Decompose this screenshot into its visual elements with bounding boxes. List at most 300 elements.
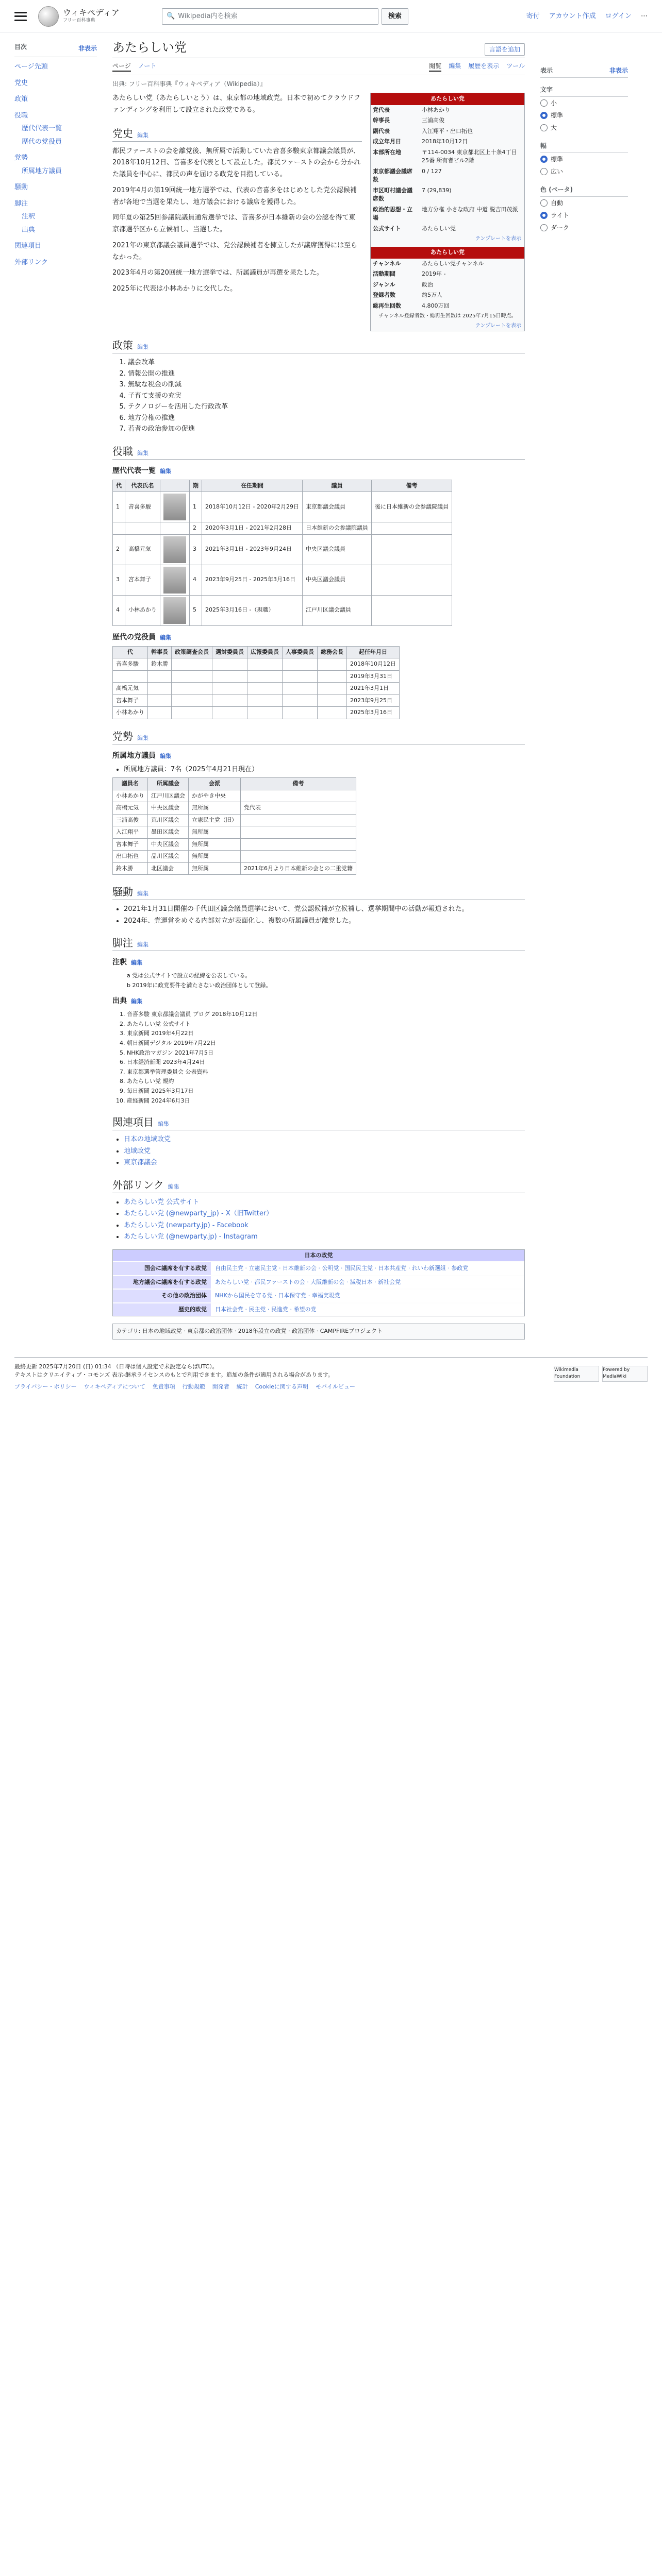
tab-page[interactable]: ページ (112, 61, 131, 72)
note-item: a 党は公式サイトで設立の経緯を公表している。 (127, 972, 251, 979)
navbox-row (113, 1261, 524, 1275)
table-cell (283, 707, 318, 719)
leader-member[interactable]: 江戸川区議会議員 (302, 595, 371, 625)
toc-item[interactable]: ページ先頭 (14, 63, 48, 71)
external-link[interactable]: あたらしい党 (@newparty.jp) - Instagram (124, 1233, 258, 1241)
related-item (124, 1146, 525, 1157)
infobox-key: 東京都議会議席数 (373, 167, 412, 183)
table-cell (172, 694, 212, 707)
youtube-value: 政治 (422, 281, 433, 288)
column-header: 在任期間 (202, 480, 303, 492)
radio-icon[interactable] (540, 199, 548, 207)
column-header: 幹事長 (148, 646, 172, 658)
infobox (370, 93, 525, 331)
appearance-option[interactable] (540, 209, 628, 222)
leader-note: 後に日本維新の会参議院議員 (371, 492, 452, 522)
policy-item: 3. 無駄な税金の削減 (128, 380, 525, 390)
section-trouble: 騒動 編集 (112, 884, 525, 900)
toc-item[interactable]: 役職 (14, 111, 28, 120)
appearance-option[interactable] (540, 222, 628, 234)
footer-link[interactable]: 開発者 (212, 1383, 229, 1390)
external-link[interactable]: あたらしい党 (newparty.jp) - Facebook (124, 1221, 249, 1229)
policy-item: 4. 子育て支援の充実 (128, 391, 525, 401)
section-note-sub: 注釈 編集 (112, 958, 142, 967)
radio-icon[interactable] (540, 224, 548, 231)
intro-paragraph: あたらしい党（あたらしいとう）は、東京都の地域政党。日本で初めてクラウドファンディングを利用して設立された政党である。 (112, 94, 360, 114)
table-row (113, 683, 400, 695)
table-cell: 墨田区議会 (148, 826, 189, 839)
navbox-key: その他の政治団体 (113, 1290, 211, 1302)
leader-name[interactable]: 高橋元気 (125, 534, 160, 565)
footer-link[interactable]: プライバシー・ポリシー (14, 1383, 77, 1390)
leader-term: 5 (190, 595, 202, 625)
leader-term: 2 (190, 522, 202, 535)
section-sources: 出典 編集 (112, 997, 142, 1006)
table-row (113, 658, 400, 671)
table-cell: 小林あかり (113, 707, 148, 719)
youtube-key: 総再生回数 (373, 302, 401, 309)
table-cell (247, 658, 283, 671)
leader-member[interactable]: 東京都議会議員 (302, 492, 371, 522)
leader-name[interactable]: 宮本舞子 (125, 565, 160, 595)
donate-link[interactable]: 寄付 (526, 12, 540, 20)
source-item[interactable]: 9. 毎日新聞 2025年3月17日 (127, 1087, 525, 1096)
tagline: フリー百科事典 (63, 18, 95, 23)
appearance-option[interactable] (540, 97, 628, 109)
table-cell (247, 707, 283, 719)
leader-name[interactable] (125, 522, 160, 535)
login-link[interactable]: ログイン (605, 12, 632, 20)
menu-icon[interactable] (14, 12, 27, 21)
youtube-row (371, 259, 524, 269)
option-label: 自動 (551, 199, 564, 207)
leader-number: 3 (113, 565, 125, 595)
wikimedia-badge[interactable]: Wikimedia Foundation (554, 1366, 599, 1382)
infobox-value: 地方分権 小さな政府 中道 脱吉田茂派 (422, 206, 518, 213)
history-paragraph: 同年夏の第25回参議院議員通常選挙では、音喜多が日本維新の会の公認を得て東京都選挙区から立候補し、当選した。 (112, 214, 356, 233)
footer-link[interactable]: Cookieに関する声明 (255, 1383, 309, 1390)
navbox-row (113, 1289, 524, 1302)
edit-link[interactable]: 編集 (137, 734, 148, 741)
members-count: • 所属地方議員：7名（2025年4月21日現在） (124, 765, 525, 775)
table-row (113, 595, 452, 625)
radio-icon[interactable] (540, 112, 548, 119)
tab-read[interactable]: 閲覧 (429, 61, 441, 72)
table-row (113, 826, 356, 839)
tab-tools[interactable]: ツール (506, 62, 525, 70)
source-item[interactable]: 6. 日本経済新聞 2023年4月24日 (127, 1058, 525, 1067)
navbox-value[interactable]: NHKから国民を守る党 · 日本保守党 · 幸福実現党 (211, 1290, 524, 1302)
members-table (112, 777, 356, 875)
officers-table (112, 646, 400, 719)
section-roles: 役職 編集 (112, 444, 525, 460)
column-header: 人事委員長 (283, 646, 318, 658)
table-cell (318, 707, 347, 719)
source-item[interactable]: 8. あたらしい党 規約 (127, 1077, 525, 1086)
tab-history[interactable]: 履歴を表示 (468, 62, 500, 70)
toc-item[interactable]: 注釈 (22, 213, 36, 221)
edit-link[interactable]: 編集 (131, 959, 142, 966)
option-label: 広い (551, 168, 564, 175)
column-header: 備考 (241, 778, 356, 790)
infobox-key: 幹事長 (373, 117, 390, 124)
table-cell: 無所属 (189, 838, 241, 851)
leader-photo-cell (160, 492, 190, 522)
infobox-value: 入江翔平・出口拓也 (422, 127, 473, 134)
external-link[interactable]: あたらしい党 公式サイト (124, 1198, 200, 1206)
appearance-header: 表示 非表示 (540, 64, 628, 78)
column-header: 備考 (371, 480, 452, 492)
section-members: 所属地方議員 編集 (112, 751, 171, 760)
option-label: ライト (551, 212, 569, 219)
infobox-row (371, 147, 524, 166)
toc-item[interactable]: 歴代代表一覧 (22, 125, 62, 132)
main-content (112, 33, 525, 1345)
column-header: 議員名 (113, 778, 148, 790)
table-cell: 2019年3月31日 (347, 670, 400, 683)
leader-note (371, 565, 452, 595)
infobox-title: あたらしい党 (371, 93, 524, 105)
policy-item: 2. 情報公開の推進 (128, 369, 525, 379)
appearance-panel (540, 33, 628, 1345)
section-leaders: 歴代代表一覧 編集 (112, 466, 171, 475)
history-paragraph: 2025年に代表は小林あかりに交代した。 (112, 285, 237, 293)
table-cell (318, 658, 347, 671)
leader-name[interactable]: 音喜多駿 (125, 492, 160, 522)
youtube-row (371, 290, 524, 301)
source-item[interactable]: 5. NHK政治マガジン 2021年7月5日 (127, 1048, 525, 1058)
toc-item[interactable]: 党史 (14, 79, 28, 87)
infobox-row (371, 205, 524, 224)
table-cell: 入江翔平 (113, 826, 148, 839)
appearance-option[interactable] (540, 109, 628, 122)
column-header: 期 (190, 480, 202, 492)
radio-icon[interactable] (540, 168, 548, 175)
toc-item[interactable]: 脚注 (14, 199, 28, 208)
appearance-hide-button[interactable]: 非表示 (609, 67, 628, 74)
table-cell: 2025年3月16日 (347, 707, 400, 719)
add-language-button[interactable]: 言語を追加 (485, 43, 525, 56)
infobox-value: 7 (29,839) (422, 187, 452, 194)
infobox-row (371, 166, 524, 185)
toc-item[interactable]: 所属地方議員 (22, 167, 62, 175)
source-item[interactable]: 3. 東京新聞 2019年4月22日 (127, 1029, 525, 1038)
infobox-row (371, 185, 524, 205)
header (0, 0, 662, 33)
table-cell: 三浦高俊 (113, 814, 148, 826)
leader-photo-cell (160, 565, 190, 595)
table-cell: 中央区議会 (148, 838, 189, 851)
related-link[interactable]: 地域政党 (124, 1147, 151, 1155)
leader-number (113, 522, 125, 535)
table-cell (247, 670, 283, 683)
footer-link[interactable]: 統計 (236, 1383, 248, 1390)
navbox-row (113, 1302, 524, 1316)
source-item[interactable]: 4. 朝日新聞デジタル 2019年7月22日 (127, 1039, 525, 1048)
footer-link[interactable]: ウィキペディアについて (84, 1383, 145, 1390)
table-cell (241, 851, 356, 863)
leader-period: 2021年3月1日 - 2023年9月24日 (202, 534, 303, 565)
infobox-key: 市区町村議会議席数 (373, 187, 412, 202)
leader-member[interactable]: 中央区議会議員 (302, 565, 371, 595)
table-cell: 高橋元気 (113, 802, 148, 815)
table-row (113, 522, 452, 535)
search-icon: 🔍 (167, 12, 175, 20)
youtube-value: 約5万人 (422, 292, 442, 298)
option-label: 標準 (551, 156, 564, 163)
table-cell (247, 694, 283, 707)
more-icon[interactable]: ⋯ (641, 12, 648, 20)
table-row (113, 851, 356, 863)
table-cell (283, 670, 318, 683)
navbox-row (113, 1275, 524, 1289)
section-notes: 脚注 編集 (112, 935, 525, 951)
leader-term: 3 (190, 534, 202, 565)
leader-photo-cell (160, 595, 190, 625)
table-row (113, 862, 356, 875)
edit-link[interactable]: 編集 (158, 1121, 169, 1128)
table-row (113, 802, 356, 815)
leader-note (371, 522, 452, 535)
infobox-value: 0 / 127 (422, 167, 442, 175)
history-paragraph: 2023年4月の第20回統一地方選挙では、所属議員が再選を果たした。 (112, 269, 323, 277)
edit-link[interactable]: 編集 (137, 131, 148, 139)
table-cell: 宮本舞子 (113, 694, 148, 707)
table-cell (318, 670, 347, 683)
infobox-value: 三浦高俊 (422, 117, 444, 124)
footer-link[interactable]: モバイルビュー (316, 1383, 356, 1390)
appearance-option[interactable] (540, 122, 628, 134)
wikipedia-logo[interactable] (38, 6, 162, 27)
note-item: b 2019年に政党要件を満たさない政治団体として登録。 (127, 981, 272, 989)
navbox-key: 歴史的政党 (113, 1303, 211, 1316)
infobox-key: 公式サイト (373, 225, 401, 232)
edit-link[interactable]: 編集 (160, 634, 171, 641)
table-cell (148, 683, 172, 695)
infobox-key: 副代表 (373, 127, 390, 134)
table-cell: 品川区議会 (148, 851, 189, 863)
external-link-item (124, 1197, 525, 1208)
youtube-note: チャンネル登録者数・総再生回数は 2025年7月15日時点。 (378, 313, 517, 319)
table-row (113, 534, 452, 565)
create-account-link[interactable]: アカウント作成 (549, 12, 596, 20)
table-cell (148, 707, 172, 719)
leader-number: 2 (113, 534, 125, 565)
related-link[interactable]: 日本の地域政党 (124, 1136, 171, 1144)
trouble-item: • 2021年1月31日開催の千代田区議会議員選挙において、党公認候補が立候補し、選挙期間中の活動が報道された。 (124, 904, 525, 914)
column-header: 議員 (302, 480, 371, 492)
edit-link[interactable]: 編集 (137, 941, 148, 948)
radio-icon[interactable] (540, 124, 548, 131)
appearance-option[interactable] (540, 197, 628, 209)
external-link[interactable]: あたらしい党 (@newparty_jp) - X（旧Twitter） (124, 1210, 273, 1218)
table-cell: 荒川区議会 (148, 814, 189, 826)
table-cell (172, 658, 212, 671)
portrait-image (163, 494, 186, 520)
policy-item: 5. テクノロジーを活用した行政改革 (128, 402, 525, 412)
table-cell: 音喜多駿 (113, 658, 148, 671)
infobox-row (371, 115, 524, 126)
youtube-row (371, 301, 524, 312)
infobox-value: 小林あかり (422, 106, 450, 113)
related-item (124, 1158, 525, 1168)
table-row (113, 790, 356, 802)
navbox-key: 国会に議席を有する政党 (113, 1262, 211, 1275)
youtube-key: 登録者数 (373, 292, 395, 298)
infobox-key: 党代表 (373, 106, 390, 113)
table-cell (172, 683, 212, 695)
option-label: ダーク (551, 224, 570, 231)
search-input[interactable]: 🔍 Wikipedia内を検索 (162, 8, 378, 25)
toc-item[interactable]: 党勢 (14, 154, 28, 162)
external-link-item (124, 1221, 525, 1231)
tab-edit[interactable]: 編集 (449, 62, 461, 70)
text-size-label: 文字 (540, 83, 628, 97)
table-cell: 無所属 (189, 802, 241, 815)
navbox (112, 1249, 525, 1317)
option-label: 小 (551, 99, 557, 107)
appearance-option[interactable] (540, 165, 628, 178)
toc-item[interactable]: 歴代の党役員 (22, 138, 62, 146)
toc-hide-button[interactable]: 非表示 (78, 45, 97, 52)
edit-link[interactable]: 編集 (137, 344, 148, 350)
table-cell: 中央区議会 (148, 802, 189, 815)
edit-link[interactable]: 編集 (137, 890, 148, 897)
radio-icon[interactable] (540, 156, 548, 163)
leader-note (371, 534, 452, 565)
youtube-key: ジャンル (373, 281, 395, 288)
table-cell: 無所属 (189, 851, 241, 863)
table-header-row (113, 778, 356, 790)
edit-link[interactable]: 編集 (168, 1183, 179, 1190)
youtube-value: あたらしい党チャンネル (422, 260, 484, 267)
table-cell: 2018年10月12日 (347, 658, 400, 671)
table-cell (283, 683, 318, 695)
trouble-item: • 2024年、党運営をめぐる内部対立が表面化し、複数の所属議員が離党した。 (124, 916, 525, 926)
toc-item[interactable]: 関連項目 (14, 242, 42, 250)
navbox-value[interactable]: 自由民主党 · 立憲民主党 · 日本維新の会 · 公明党 · 国民民主党 · 日本共産党 · れいわ新選組 · 参政党 (211, 1262, 524, 1275)
navbox-value[interactable]: あたらしい党 · 都民ファーストの会 · 大阪維新の会 · 減税日本 · 新社会党 (211, 1276, 524, 1289)
table-cell: 江戸川区議会 (148, 790, 189, 802)
tab-note[interactable]: ノート (138, 62, 157, 70)
table-header-row (113, 480, 452, 492)
color-label: 色 (ベータ) (540, 183, 628, 197)
section-policy: 政策 編集 (112, 337, 525, 353)
table-row (113, 707, 400, 719)
leader-name[interactable]: 小林あかり (125, 595, 160, 625)
leader-member[interactable]: 中央区議会議員 (302, 534, 371, 565)
source-item[interactable]: 1. 音喜多駿 東京都議会議員 ブログ 2018年10月12日 (127, 1010, 525, 1019)
option-label: 標準 (551, 112, 564, 119)
table-cell: 無所属 (189, 826, 241, 839)
table-cell (283, 658, 318, 671)
table-cell: 北区議会 (148, 862, 189, 875)
navbox-key: 地方議会に議席を有する政党 (113, 1276, 211, 1289)
footer (14, 1357, 648, 1402)
column-header: 代 (113, 480, 125, 492)
table-cell: 宮本舞子 (113, 838, 148, 851)
toc-header: 目次 非表示 (14, 40, 97, 57)
leader-member[interactable]: 日本維新の会参議院議員 (302, 522, 371, 535)
table-cell (172, 670, 212, 683)
table-cell: 立憲民主党（旧） (189, 814, 241, 826)
table-header-row (113, 646, 400, 658)
leader-period: 2018年10月12日 - 2020年2月29日 (202, 492, 303, 522)
footer-link[interactable]: 行動規範 (182, 1383, 205, 1390)
edit-link[interactable]: 編集 (131, 998, 142, 1005)
footer-link[interactable]: 免責事項 (152, 1383, 175, 1390)
edit-link[interactable]: 編集 (160, 467, 171, 474)
option-label: 大 (551, 124, 557, 131)
source-item[interactable]: 7. 東京都選挙管理委員会 公表資料 (127, 1067, 525, 1077)
table-cell (148, 670, 172, 683)
section-strength: 党勢 編集 (112, 728, 525, 744)
infobox-template-link[interactable]: テンプレートを表示 (475, 236, 521, 242)
table-cell (241, 790, 356, 802)
wordmark: ウィキペディア (63, 7, 120, 18)
table-cell: 2021年6月より日本維新の会との二重党籍 (241, 862, 356, 875)
infobox-row (371, 126, 524, 137)
youtube-value: 2019年 - (422, 270, 446, 277)
table-cell: 高橋元気 (113, 683, 148, 695)
related-link[interactable]: 東京都議会 (124, 1159, 158, 1167)
leader-term: 1 (190, 492, 202, 522)
appearance-option[interactable] (540, 153, 628, 165)
youtube-template-link[interactable]: テンプレートを表示 (475, 323, 521, 329)
table-cell: かがやき中央 (189, 790, 241, 802)
source-item[interactable]: 2. あたらしい党 公式サイト (127, 1020, 525, 1029)
table-cell (241, 826, 356, 839)
table-cell (318, 694, 347, 707)
column-header: 起任年月日 (347, 646, 400, 658)
radio-icon[interactable] (540, 212, 548, 219)
infobox-value: 2018年10月12日 (422, 138, 468, 145)
globe-icon (38, 6, 59, 27)
source-item[interactable]: 10. 産経新聞 2024年6月3日 (127, 1096, 525, 1106)
edit-link[interactable]: 編集 (160, 752, 171, 759)
table-cell (172, 707, 212, 719)
external-link-item (124, 1209, 525, 1219)
toc-item[interactable]: 政策 (14, 95, 28, 103)
table-cell: 出口拓也 (113, 851, 148, 863)
section-history: 党史 編集 (112, 126, 362, 142)
toc-item[interactable]: 騒動 (14, 183, 28, 191)
infobox-value: あたらしい党 (422, 225, 456, 232)
column-header: 選対委員長 (212, 646, 247, 658)
table-cell (318, 683, 347, 695)
infobox-key: 政治的思想・立場 (373, 206, 412, 221)
table-row (113, 670, 400, 683)
section-links: 外部リンク 編集 (112, 1177, 525, 1193)
toc-item[interactable]: 外部リンク (14, 258, 48, 266)
related-item (124, 1134, 525, 1145)
mediawiki-badge[interactable]: Powered by MediaWiki (602, 1366, 648, 1382)
toc-item[interactable]: 出典 (22, 226, 36, 234)
table-cell: 無所属 (189, 862, 241, 875)
edit-link[interactable]: 編集 (137, 449, 148, 456)
youtube-key: チャンネル (373, 260, 401, 267)
radio-icon[interactable] (540, 99, 548, 107)
table-row (113, 694, 400, 707)
portrait-image (163, 597, 186, 624)
search-button[interactable]: 検索 (382, 8, 408, 25)
column-header (160, 480, 190, 492)
navbox-value[interactable]: 日本社会党 · 民主党 · 民進党 · 希望の党 (211, 1303, 524, 1316)
table-cell (113, 670, 148, 683)
leader-term: 4 (190, 565, 202, 595)
categories[interactable]: カテゴリ: 日本の地域政党 · 東京都の政治団体 · 2018年設立の政党 · 政治団体 · CAMPFIREプロジェクト (112, 1324, 525, 1340)
infobox-value: 〒114-0034 東京都北区上十条4丁目25番 所有者ビル2階 (422, 148, 517, 164)
